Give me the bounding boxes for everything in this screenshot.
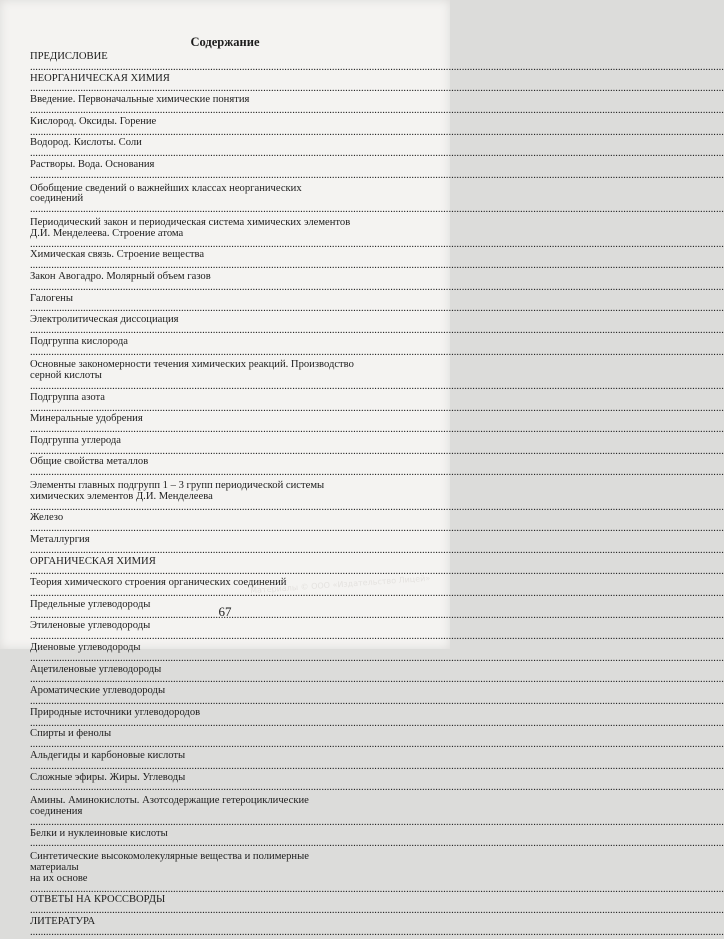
toc-entry bbox=[30, 184, 360, 216]
toc-entry-line bbox=[30, 492, 360, 514]
toc-entry-text: Подгруппа кислорода bbox=[30, 335, 129, 347]
toc-entry bbox=[30, 643, 360, 665]
toc-entry-line bbox=[30, 371, 360, 393]
toc-entry bbox=[30, 414, 360, 436]
toc-entry-text: Д.И. Менделеева. Строение атома bbox=[30, 227, 184, 239]
toc-entry-line bbox=[30, 138, 360, 160]
table-of-contents bbox=[30, 52, 360, 939]
toc-entry bbox=[30, 729, 360, 751]
toc-entry bbox=[30, 160, 360, 182]
page-number: 67 bbox=[218, 604, 232, 619]
toc-entry bbox=[30, 74, 360, 96]
toc-entry-line bbox=[30, 294, 360, 316]
toc-entry-text: Водород. Кислоты. Соли bbox=[30, 137, 142, 149]
toc-entry bbox=[30, 557, 360, 579]
toc-entry-line bbox=[30, 751, 360, 773]
toc-entry bbox=[30, 917, 360, 939]
toc-entry-line bbox=[30, 665, 360, 687]
toc-entry bbox=[30, 138, 360, 160]
toc-entry-line bbox=[30, 621, 360, 643]
toc-entry-line bbox=[30, 807, 360, 829]
toc-entry bbox=[30, 621, 360, 643]
toc-entry-text: Элементы главных подгрупп 1 – 3 групп периодической системы bbox=[30, 480, 325, 492]
toc-entry bbox=[30, 95, 360, 117]
toc-entry-line bbox=[30, 160, 360, 182]
toc-entry-text: ПРЕДИСЛОВИЕ bbox=[30, 51, 108, 62]
toc-entry-text: Ароматические углеводороды bbox=[30, 685, 166, 697]
toc-entry-line bbox=[30, 535, 360, 557]
toc-entry-text: Химическая связь. Строение вещества bbox=[30, 249, 205, 261]
toc-entry bbox=[30, 294, 360, 316]
toc-entry-line bbox=[30, 457, 360, 479]
toc-entry-text: соединения bbox=[30, 805, 83, 817]
toc-entry-line bbox=[30, 194, 360, 216]
toc-entry-text: соединений bbox=[30, 193, 84, 205]
toc-entry-text: Подгруппа азота bbox=[30, 391, 105, 403]
toc-entry bbox=[30, 250, 360, 272]
toc-entry-line bbox=[30, 917, 360, 939]
toc-entry-text: Спирты и фенолы bbox=[30, 728, 112, 740]
toc-entry-line bbox=[30, 117, 360, 139]
toc-entry-line bbox=[30, 708, 360, 730]
toc-entry bbox=[30, 272, 360, 294]
toc-entry-line bbox=[30, 643, 360, 665]
toc-entry-text: Теория химического строения органических соединений bbox=[30, 577, 287, 589]
toc-entry-line bbox=[30, 773, 360, 795]
toc-entry-text: Растворы. Вода. Основания bbox=[30, 158, 155, 170]
watermark: Материалы © ООО «Издательство Лицей» bbox=[249, 573, 431, 596]
toc-entry-text: Подгруппа углерода bbox=[30, 434, 121, 446]
toc-entry-text: ОРГАНИЧЕСКАЯ ХИМИЯ bbox=[30, 555, 156, 567]
toc-entry bbox=[30, 686, 360, 708]
toc-entry bbox=[30, 436, 360, 458]
toc-entry bbox=[30, 773, 360, 795]
toc-entry-text: Белки и нуклеиновые кислоты bbox=[30, 827, 168, 839]
toc-entry-text: Электролитическая диссоциация bbox=[30, 314, 179, 326]
toc-entry-text: Железо bbox=[30, 512, 64, 524]
toc-entry bbox=[30, 751, 360, 773]
toc-entry-text: ЛИТЕРАТУРА bbox=[30, 915, 96, 927]
toc-entry-text: Металлургия bbox=[30, 534, 90, 546]
toc-entry-line bbox=[30, 414, 360, 436]
toc-entry-line bbox=[30, 272, 360, 294]
toc-entry-text: на их основе bbox=[30, 872, 88, 884]
toc-entry bbox=[30, 218, 360, 250]
toc-entry-text: Диеновые углеводороды bbox=[30, 642, 141, 654]
toc-entry-text: Кислород. Оксиды. Горение bbox=[30, 115, 157, 127]
toc-entry-text: Введение. Первоначальные химические понятия bbox=[30, 94, 250, 106]
toc-entry bbox=[30, 852, 360, 895]
toc-entry-line bbox=[30, 337, 360, 359]
toc-entry-line bbox=[30, 250, 360, 272]
toc-entry bbox=[30, 895, 360, 917]
toc-entry-text: Сложные эфиры. Жиры. Углеводы bbox=[30, 771, 186, 783]
toc-entry-line bbox=[30, 393, 360, 415]
toc-entry-text: ОТВЕТЫ НА КРОССВОРДЫ bbox=[30, 894, 166, 906]
toc-entry bbox=[30, 360, 360, 392]
toc-entry-text: Этиленовые углеводороды bbox=[30, 620, 151, 632]
toc-entry-text: Основные закономерности течения химических реакций. Производство bbox=[30, 359, 354, 371]
toc-entry bbox=[30, 393, 360, 415]
toc-entry bbox=[30, 117, 360, 139]
toc-entry-text: химических элементов Д.И. Менделеева bbox=[30, 490, 213, 502]
toc-entry-line bbox=[30, 686, 360, 708]
toc-entry-text: Альдегиды и карбоновые кислоты bbox=[30, 750, 186, 761]
toc-entry-text: Галогены bbox=[30, 292, 73, 304]
toc-entry-line bbox=[30, 895, 360, 917]
toc-entry bbox=[30, 315, 360, 337]
toc-entry-text: Обобщение сведений о важнейших классах неорганических bbox=[30, 182, 302, 194]
toc-entry-line bbox=[30, 95, 360, 117]
toc-entry-line bbox=[30, 513, 360, 535]
toc-entry-text: Предельные углеводороды bbox=[30, 598, 151, 610]
toc-entry bbox=[30, 457, 360, 479]
toc-entry bbox=[30, 52, 360, 74]
toc-entry bbox=[30, 337, 360, 359]
toc-entry-line bbox=[30, 315, 360, 337]
toc-entry bbox=[30, 513, 360, 535]
toc-entry bbox=[30, 829, 360, 851]
toc-entry-text: Закон Авогадро. Молярный объем газов bbox=[30, 270, 211, 282]
toc-entry-line bbox=[30, 436, 360, 458]
toc-entry-line bbox=[30, 852, 360, 874]
toc-entry-text: Общие свойства металлов bbox=[30, 456, 149, 468]
toc-entry bbox=[30, 535, 360, 557]
toc-entry bbox=[30, 796, 360, 828]
toc-entry-line bbox=[30, 729, 360, 751]
toc-entry-line bbox=[30, 829, 360, 851]
toc-entry-text: НЕОРГАНИЧЕСКАЯ ХИМИЯ bbox=[30, 72, 170, 84]
toc-entry bbox=[30, 665, 360, 687]
toc-entry bbox=[30, 708, 360, 730]
toc-entry-line bbox=[30, 557, 360, 579]
toc-entry-line bbox=[30, 74, 360, 96]
toc-entry bbox=[30, 481, 360, 513]
toc-entry-text: серной кислоты bbox=[30, 370, 102, 382]
toc-entry-text: Периодический закон и периодическая система химических элементов bbox=[30, 216, 351, 228]
toc-entry-text: Природные источники углеводородов bbox=[30, 706, 201, 718]
toc-entry-text: Синтетические высокомолекулярные вещества и полимерные материалы bbox=[30, 851, 309, 873]
page-title: Содержание bbox=[190, 35, 260, 49]
toc-entry-text: Минеральные удобрения bbox=[30, 413, 143, 425]
toc-entry-line bbox=[30, 229, 360, 251]
toc-entry-text: Амины. Аминокислоты. Азотсодержащие гетероциклические bbox=[30, 795, 309, 807]
toc-entry-line bbox=[30, 874, 360, 896]
toc-entry-text: Ацетиленовые углеводороды bbox=[30, 663, 162, 675]
toc-entry-line bbox=[30, 52, 360, 74]
